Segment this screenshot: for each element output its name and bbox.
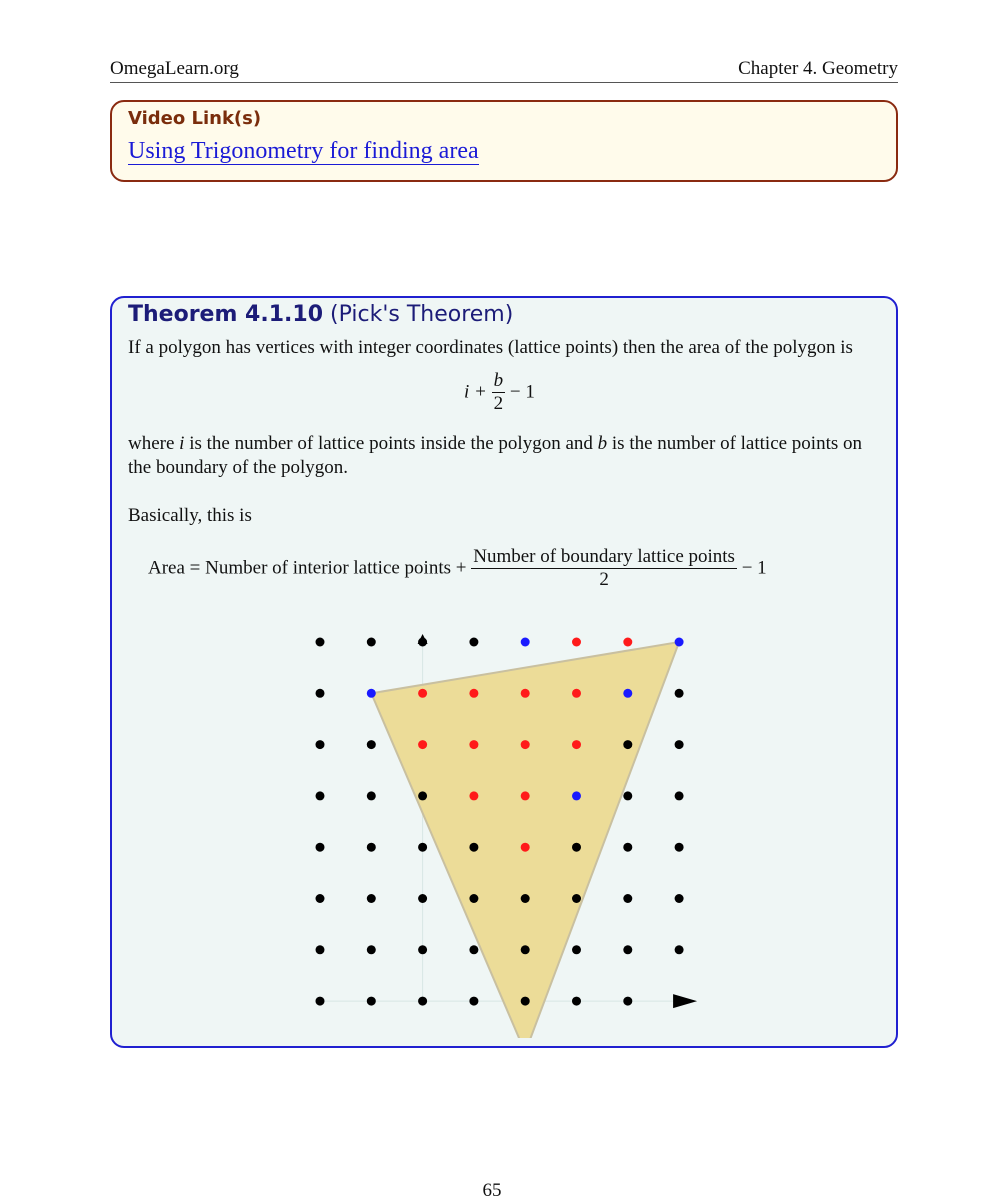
site-name: OmegaLearn.org [110, 58, 239, 79]
interior-point [572, 638, 581, 647]
where-text-1: where [128, 433, 180, 454]
lattice-point [675, 740, 684, 749]
lattice-point [675, 894, 684, 903]
lattice-point [316, 843, 325, 852]
interior-point [572, 740, 581, 749]
interior-point [469, 791, 478, 800]
lattice-figure [302, 618, 702, 1038]
lattice-point [623, 740, 632, 749]
where-var-i: i [179, 433, 185, 454]
boundary-point [367, 689, 376, 698]
lattice-point [623, 843, 632, 852]
lattice-point [418, 791, 427, 800]
area-formula-rhs: − 1 [741, 557, 767, 579]
area-formula-denominator: 2 [599, 569, 609, 590]
lattice-point [572, 843, 581, 852]
lattice-point [469, 843, 478, 852]
basically-text: Basically, this is [128, 505, 252, 526]
lattice-point [675, 997, 684, 1006]
lattice-point [316, 791, 325, 800]
lattice-point [418, 638, 427, 647]
lattice-point [623, 997, 632, 1006]
interior-point [521, 843, 530, 852]
interior-point [418, 689, 427, 698]
interior-point [521, 740, 530, 749]
lattice-triangle [371, 642, 679, 1038]
boundary-point [623, 689, 632, 698]
lattice-point [675, 791, 684, 800]
lattice-point [367, 638, 376, 647]
page-header [110, 58, 898, 83]
lattice-point [623, 791, 632, 800]
page-number: 65 [482, 1180, 502, 1201]
video-links-box [110, 100, 898, 182]
lattice-point [572, 945, 581, 954]
formula-denominator: 2 [493, 393, 504, 414]
lattice-point [367, 945, 376, 954]
lattice-point [469, 945, 478, 954]
lattice-point [316, 638, 325, 647]
video-links-title: Video Link(s) [128, 108, 262, 129]
area-formula [148, 546, 868, 596]
lattice-point [675, 689, 684, 698]
lattice-point [521, 945, 530, 954]
interior-point [418, 740, 427, 749]
lattice-point [623, 894, 632, 903]
lattice-point [316, 689, 325, 698]
formula-rhs: − 1 [509, 381, 535, 403]
where-var-b: b [597, 433, 608, 454]
theorem-intro: If a polygon has vertices with integer coordinates (lattice points) then the area of the polygon is [128, 337, 853, 358]
theorem-number: Theorem 4.1.10 [128, 302, 324, 327]
interior-point [521, 689, 530, 698]
lattice-point [572, 894, 581, 903]
lattice-point [418, 945, 427, 954]
lattice-point [521, 894, 530, 903]
interior-point [572, 689, 581, 698]
where-text-2: is the number of lattice points inside the polygon and [184, 433, 598, 454]
lattice-point [316, 740, 325, 749]
lattice-point [316, 997, 325, 1006]
interior-point [469, 740, 478, 749]
lattice-point [367, 740, 376, 749]
boundary-point [675, 638, 684, 647]
interior-point [623, 638, 632, 647]
lattice-point [418, 997, 427, 1006]
lattice-point [316, 945, 325, 954]
lattice-point [367, 894, 376, 903]
interior-point [521, 791, 530, 800]
theorem-where [128, 432, 884, 480]
area-formula-fraction [471, 546, 737, 591]
area-formula-lhs: Area = Number of interior lattice points + [148, 557, 467, 579]
formula-fraction [492, 370, 506, 415]
lattice-point [418, 843, 427, 852]
video-link[interactable]: Using Trigonometry for finding area [128, 138, 479, 164]
boundary-point [572, 791, 581, 800]
lattice-point [675, 945, 684, 954]
lattice-point [367, 843, 376, 852]
interior-point [469, 689, 478, 698]
lattice-point [623, 945, 632, 954]
lattice-point [675, 843, 684, 852]
formula-numerator: b [493, 370, 504, 391]
pick-formula [464, 370, 554, 430]
lattice-point [572, 997, 581, 1006]
lattice-point [367, 791, 376, 800]
theorem-title [128, 302, 513, 327]
formula-lhs: i + [464, 381, 487, 403]
area-formula-numerator: Number of boundary lattice points [473, 546, 735, 567]
lattice-point [316, 894, 325, 903]
lattice-point [367, 997, 376, 1006]
boundary-point [521, 638, 530, 647]
where-text-3: is the number of lattice points on the boundary of the polygon. [128, 433, 863, 478]
theorem-name: (Pick's Theorem) [330, 302, 514, 327]
theorem-box [110, 296, 898, 1048]
lattice-point [469, 894, 478, 903]
lattice-point [469, 997, 478, 1006]
chapter-title: Chapter 4. Geometry [738, 58, 898, 79]
lattice-point [521, 997, 530, 1006]
lattice-point [418, 894, 427, 903]
lattice-point [469, 638, 478, 647]
